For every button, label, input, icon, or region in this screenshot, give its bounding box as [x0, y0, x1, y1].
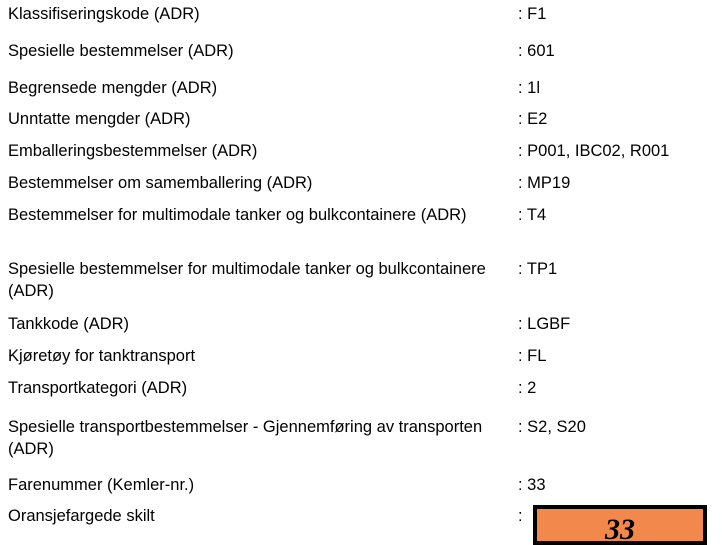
row-value: : 33	[518, 476, 546, 494]
row-value: : LGBF	[518, 315, 571, 333]
row-label: Kjøretøy for tanktransport	[8, 347, 196, 365]
row-label: Emballeringsbestemmelser (ADR)	[8, 142, 258, 160]
row-label: Transportkategori (ADR)	[8, 379, 188, 397]
row-value: : MP19	[518, 174, 571, 192]
row-value: : S2, S20	[518, 418, 586, 436]
row-label: Spesielle transportbestemmelser - Gjennemføring av transporten (ADR)	[8, 418, 483, 458]
orange-hazard-plate	[533, 505, 707, 545]
row-label: Tankkode (ADR)	[8, 315, 130, 333]
row-label: Begrensede mengder (ADR)	[8, 79, 218, 97]
row-value: : T4	[518, 206, 547, 224]
row-label: Oransjefargede skilt	[8, 507, 155, 525]
row-label: Bestemmelser om samemballering (ADR)	[8, 174, 313, 192]
row-label: Klassifiseringskode (ADR)	[8, 5, 200, 23]
row-value: : E2	[518, 110, 548, 128]
row-label: Spesielle bestemmelser (ADR)	[8, 42, 234, 60]
row-value: : 2	[518, 379, 537, 397]
row-value: : TP1	[518, 260, 558, 278]
row-value: : F1	[518, 5, 547, 23]
row-value: : 1l	[518, 79, 541, 97]
row-value: : FL	[518, 347, 547, 365]
row-label: Farenummer (Kemler-nr.)	[8, 476, 195, 494]
row-label: Spesielle bestemmelser for multimodale tanker og bulkcontainere (ADR)	[8, 260, 486, 300]
row-value: : P001, IBC02, R001	[518, 142, 670, 160]
row-label: Bestemmelser for multimodale tanker og bulkcontainere (ADR)	[8, 206, 467, 224]
row-label: Unntatte mengder (ADR)	[8, 110, 191, 128]
row-value: :	[518, 507, 523, 525]
hazard-number: 33	[605, 513, 635, 545]
row-value: : 601	[518, 42, 555, 60]
